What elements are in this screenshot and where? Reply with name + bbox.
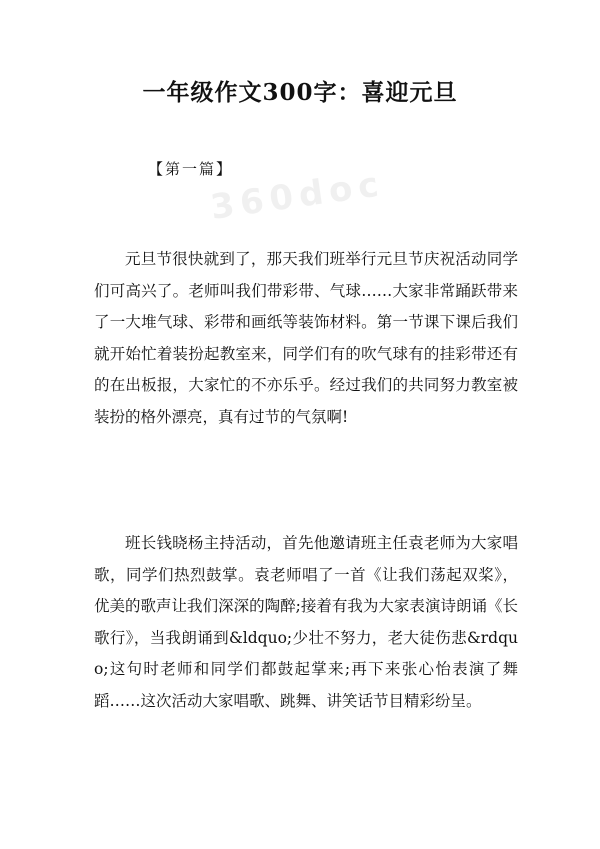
section-label: 【第一篇】 <box>148 160 234 178</box>
document-title: 一年级作文300字：喜迎元旦 <box>142 79 458 106</box>
paragraph-2: 班长钱晓杨主持活动，首先他邀请班主任袁老师为大家唱歌，同学们热烈鼓掌。袁老师唱了一首《让我们荡起双桨》，优美的歌声让我们深深的陶醉;接着有我为大家表演诗朗诵《长歌行》，当我朗诵到&ldquo;少壮不努力，老大徒伤悲&rdquo;这句时老师和同学们都鼓起掌来;再下来张心怡表演了舞蹈……这次活动大家唱歌、跳舞、讲笑话节目精彩纷呈。 <box>94 534 518 710</box>
watermark: 360doc <box>208 164 387 228</box>
paragraph-1: 元旦节很快就到了，那天我们班举行元旦节庆祝活动同学们可高兴了。老师叫我们带彩带、气球……大家非常踊跃带来了一大堆气球、彩带和画纸等装饰材料。第一节课下课后我们就开始忙着装扮起教室来，同学们有的吹气球有的挂彩带还有的在出板报，大家忙的不亦乐乎。经过我们的共同努力教室被装扮的格外漂亮，真有过节的气氛啊! <box>94 250 518 426</box>
